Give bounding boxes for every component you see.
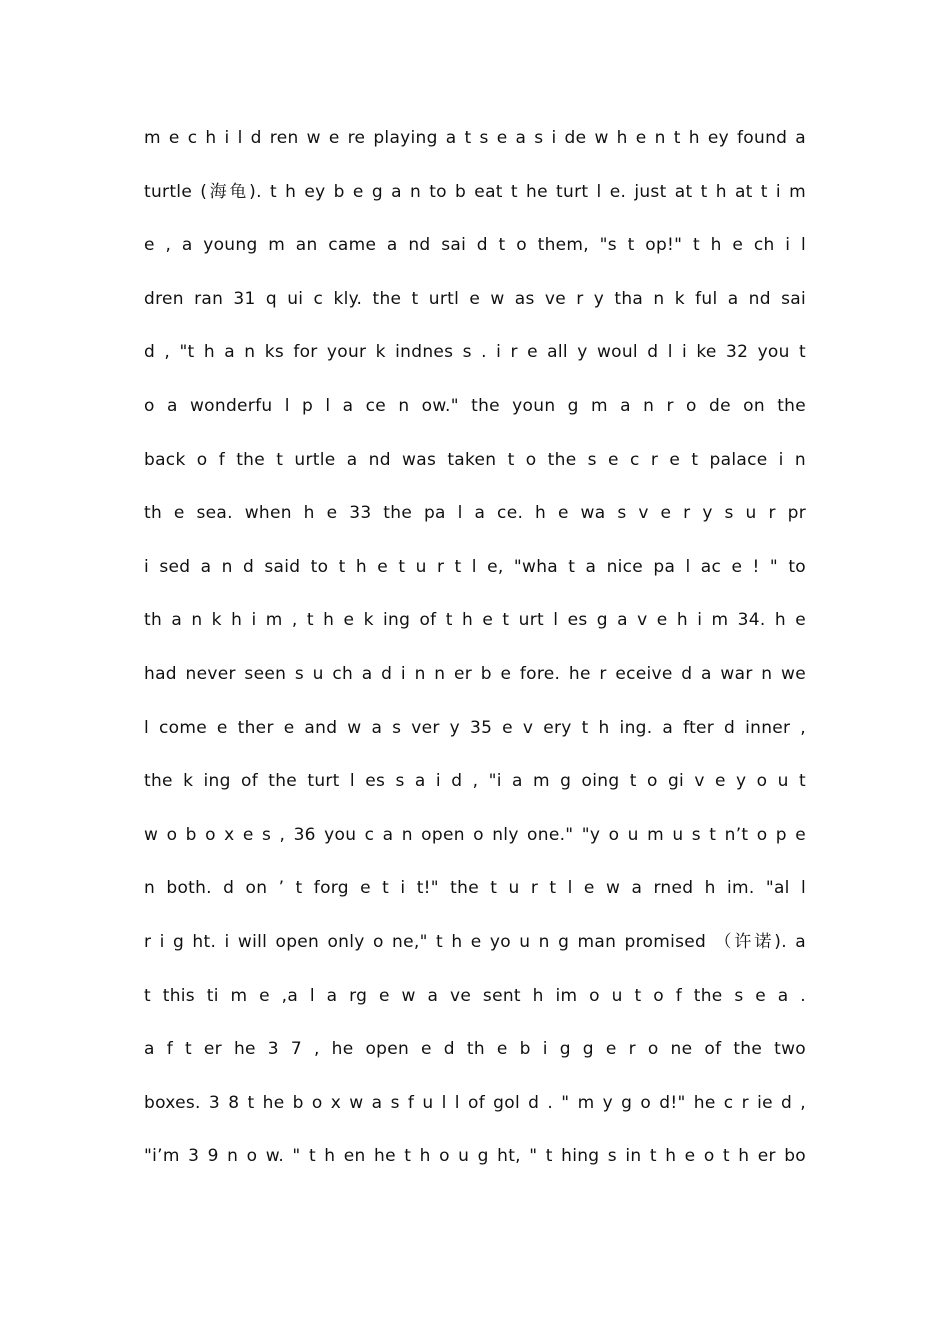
text-line: back o f the t urtle a nd was taken t o the s e c r e t palace i n: [144, 449, 806, 470]
text-line: th e sea. when h e 33 the pa l a ce. h e wa s v e r y s u r pr: [144, 503, 806, 524]
story-text: [144, 120, 806, 1192]
text-line: e , a young m an came a nd sai d t o them, "s t op!" t h e ch i l: [144, 235, 806, 256]
text-line: o a wonderfu l p l a ce n ow." the youn g m a n r o de on the: [144, 395, 806, 416]
text-line: boxes. 3 8 t he b o x w a s f u l l of gol d . " m y g o d!" he c r ie d ,: [144, 1092, 806, 1113]
text-line: n both. d on ’ t forg e t i t!" the t u r t l e w a rned h im. "al l: [144, 878, 806, 899]
text-line: turtle (海龟). t h ey b e g a n to b eat t he turt l e. just at t h at t i m: [144, 181, 806, 202]
text-line: l come e ther e and w a s ver y 35 e v ery t h ing. a fter d inner ,: [144, 717, 806, 738]
text-line: dren ran 31 q ui c kly. the t urtl e w as ve r y tha n k ful a nd sai: [144, 288, 806, 309]
text-line: t this ti m e ,a l a rg e w a ve sent h im o u t o f the s e a .: [144, 985, 806, 1006]
text-line: i sed a n d said to t h e t u r t l e, "wha t a nice pa l ac e ! " to: [144, 556, 806, 577]
text-line: the k ing of the turt l es s a i d , "i a m g oing t o gi v e y o u t: [144, 771, 806, 792]
text-line: d , "t h a n ks for your k indnes s . i r e all y woul d l i ke 32 you t: [144, 342, 806, 363]
text-line: r i g ht. i will open only o ne," t h e yo u n g man promised （许诺). a: [144, 931, 806, 952]
text-line: th a n k h i m , t h e k ing of t h e t urt l es g a v e h i m 34. h e: [144, 610, 806, 631]
text-line: w o b o x e s , 36 you c a n open o nly one." "y o u m u s t n’t o p e: [144, 824, 806, 845]
text-line: m e c h i l d ren w e re playing a t s e a s i de w h e n t h ey found a: [144, 128, 806, 148]
text-line: "i’m 3 9 n o w. " t h en he t h o u g ht, " t hing s in t h e o t h er bo: [144, 1146, 806, 1167]
text-line: a f t er he 3 7 , he open e d th e b i g g e r o ne of the two: [144, 1039, 806, 1060]
text-line: had never seen s u ch a d i n n er b e fore. he r eceive d a war n we: [144, 663, 806, 684]
